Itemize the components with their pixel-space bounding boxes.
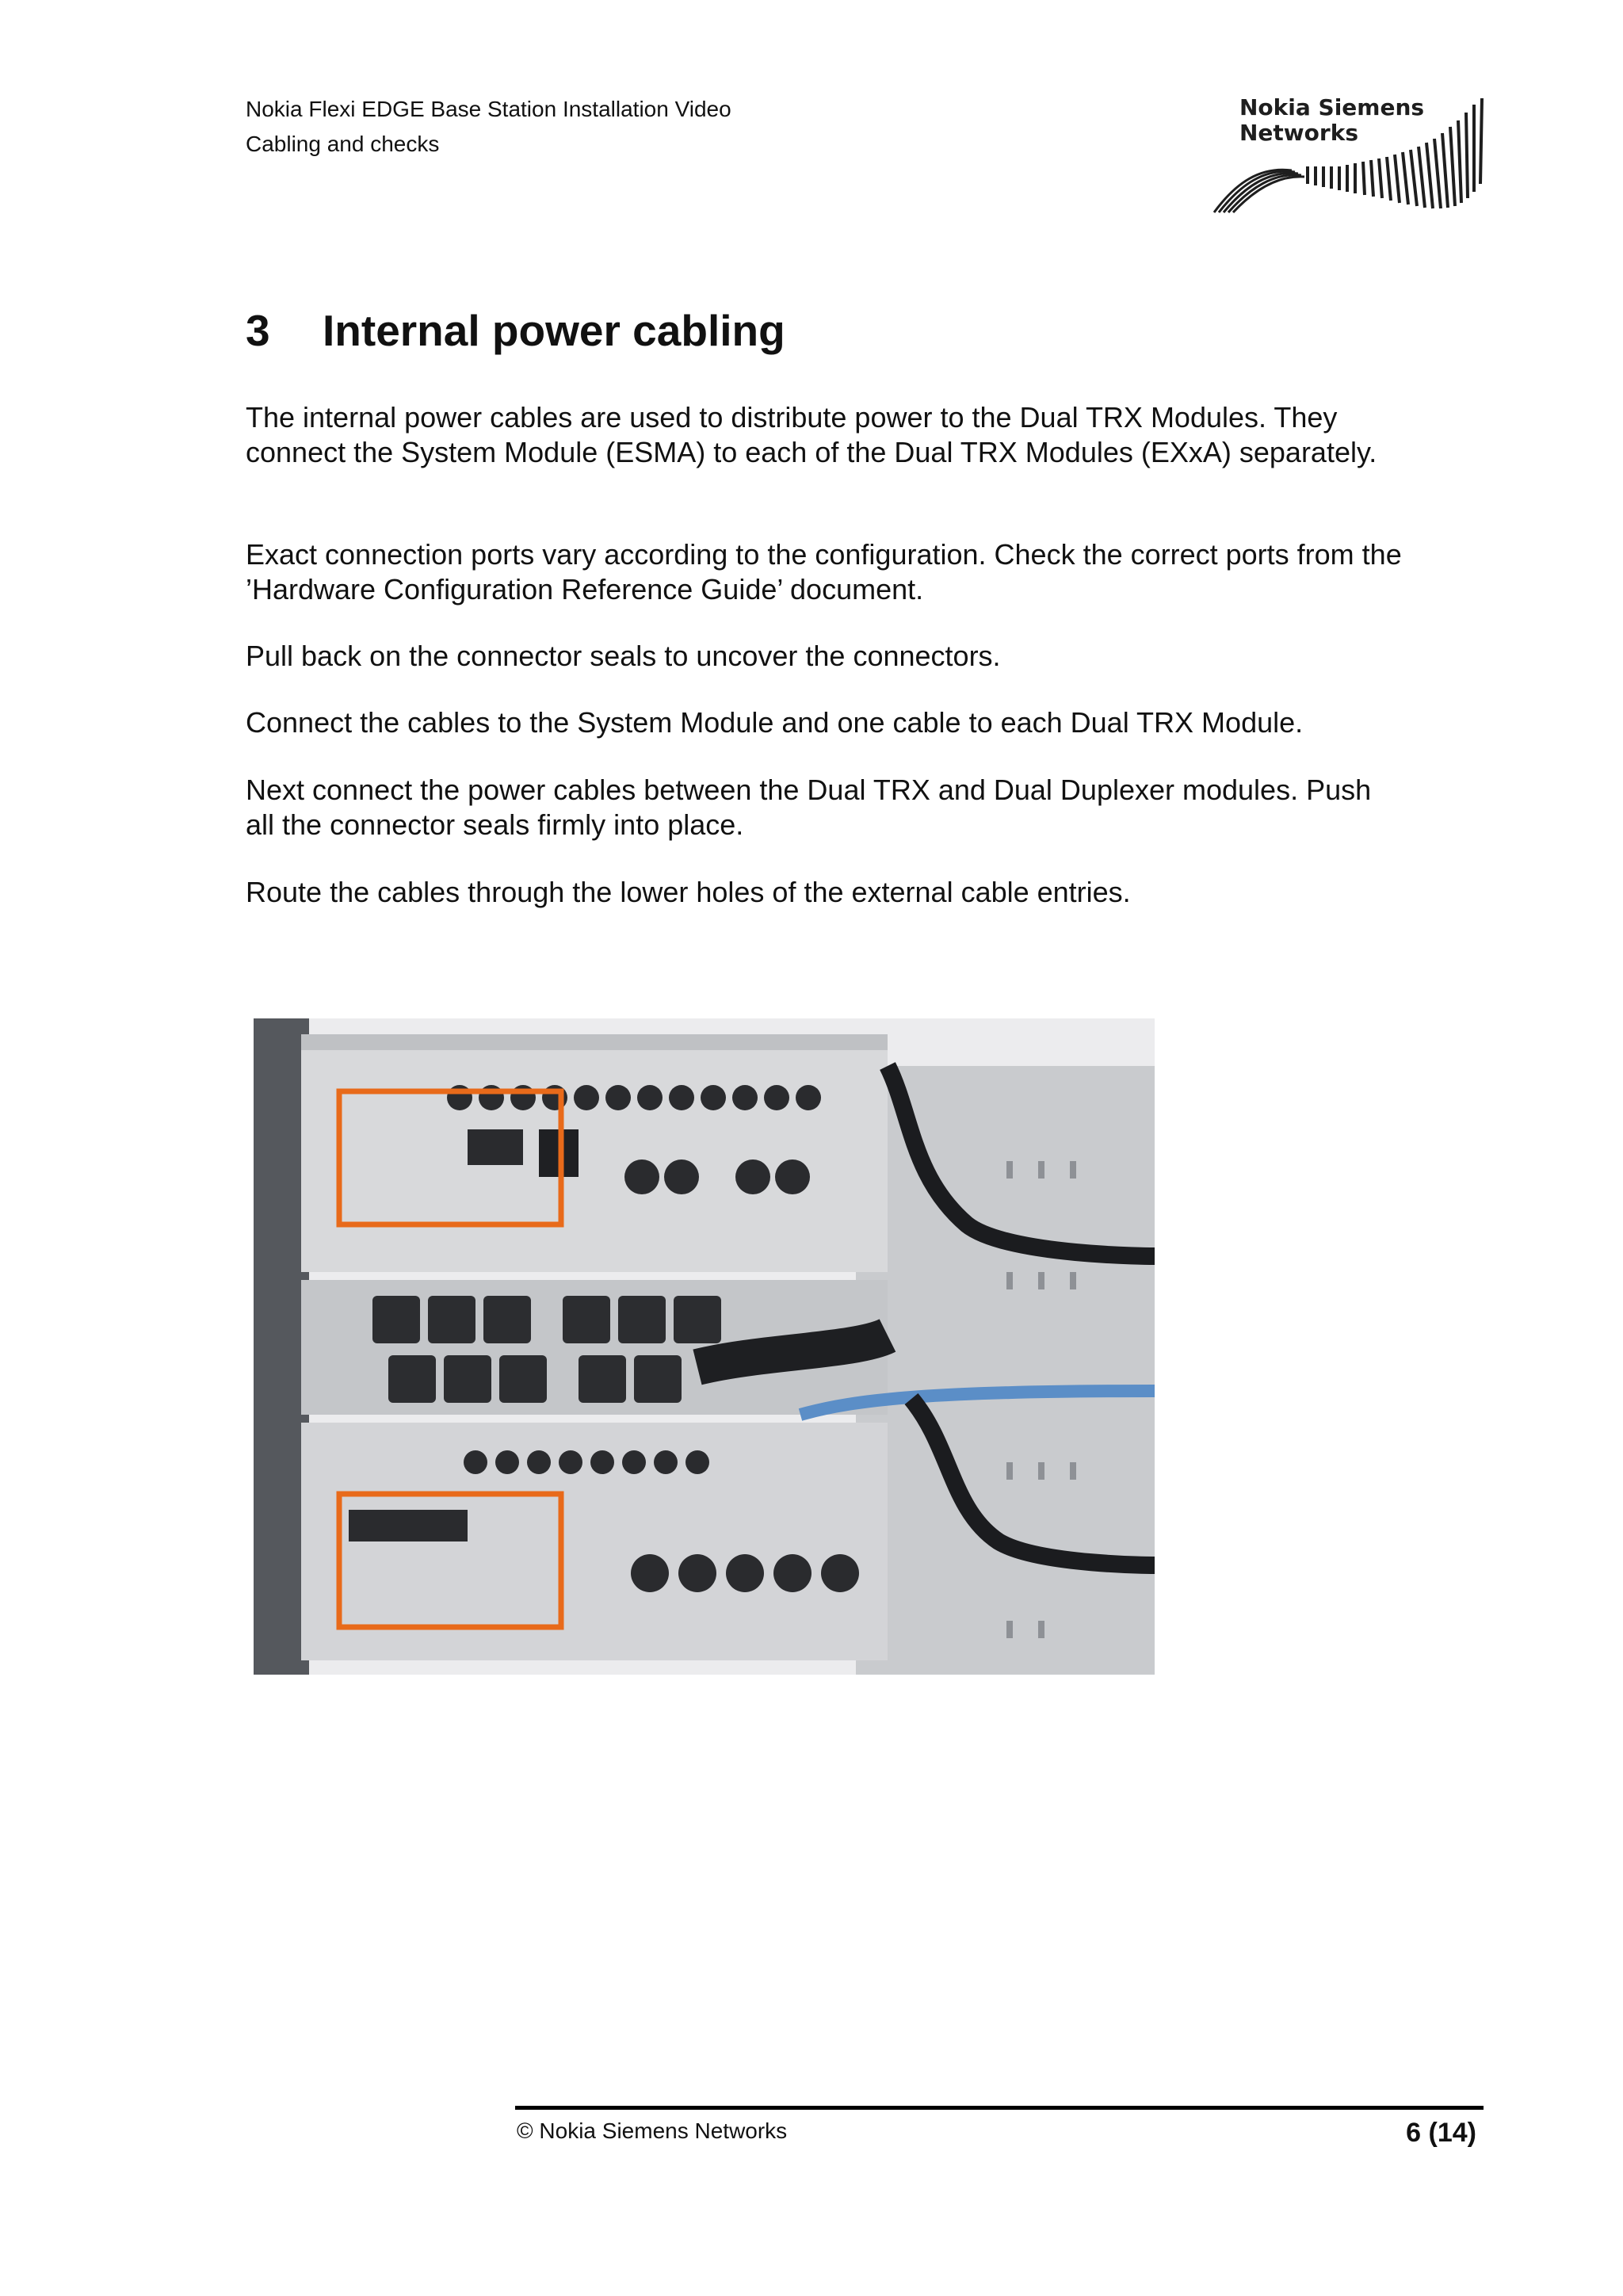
paragraph-route-cables: Route the cables through the lower holes of the external cable entries. — [246, 876, 1131, 908]
logo-line-2: Networks — [1239, 120, 1359, 146]
paragraph-connector-seals: Pull back on the connector seals to uncover the connectors. — [246, 640, 1001, 672]
logo-line-1: Nokia Siemens — [1239, 94, 1425, 120]
page-number: 6 (14) — [1406, 2118, 1476, 2148]
header-document-subtitle: Cabling and checks — [246, 132, 440, 156]
footer-copyright: © Nokia Siemens Networks — [517, 2118, 788, 2143]
header-document-title: Nokia Flexi EDGE Base Station Installation Video — [246, 97, 731, 121]
section-number: 3 — [246, 306, 270, 355]
section-title: Internal power cabling — [323, 306, 785, 355]
nokia-siemens-logo — [1212, 95, 1486, 218]
base-station-illustration — [254, 1018, 1155, 1675]
paragraph-connect-cables: Connect the cables to the System Module and one cable to each Dual TRX Module. — [246, 706, 1304, 739]
footer-rule — [515, 2106, 1484, 2110]
paragraph-power-distribution: The internal power cables are used to distribute power to the Dual TRX Modules. They connect the System Module (ESMA) to each of the Dual TRX Modules (EXxA) separately. — [246, 401, 1377, 468]
section-heading — [246, 305, 785, 356]
paragraph-connection-ports: Exact connection ports vary according to the configuration. Check the correct ports from the ’Hardware Configuration Reference Guide’ document. — [246, 538, 1402, 606]
base-station-photo — [254, 1018, 1155, 1675]
logo-wordmark — [1239, 95, 1424, 146]
paragraph-duplexer-cables: Next connect the power cables between the Dual TRX and Dual Duplexer modules. Push all the connector seals firmly into place. — [246, 774, 1372, 841]
